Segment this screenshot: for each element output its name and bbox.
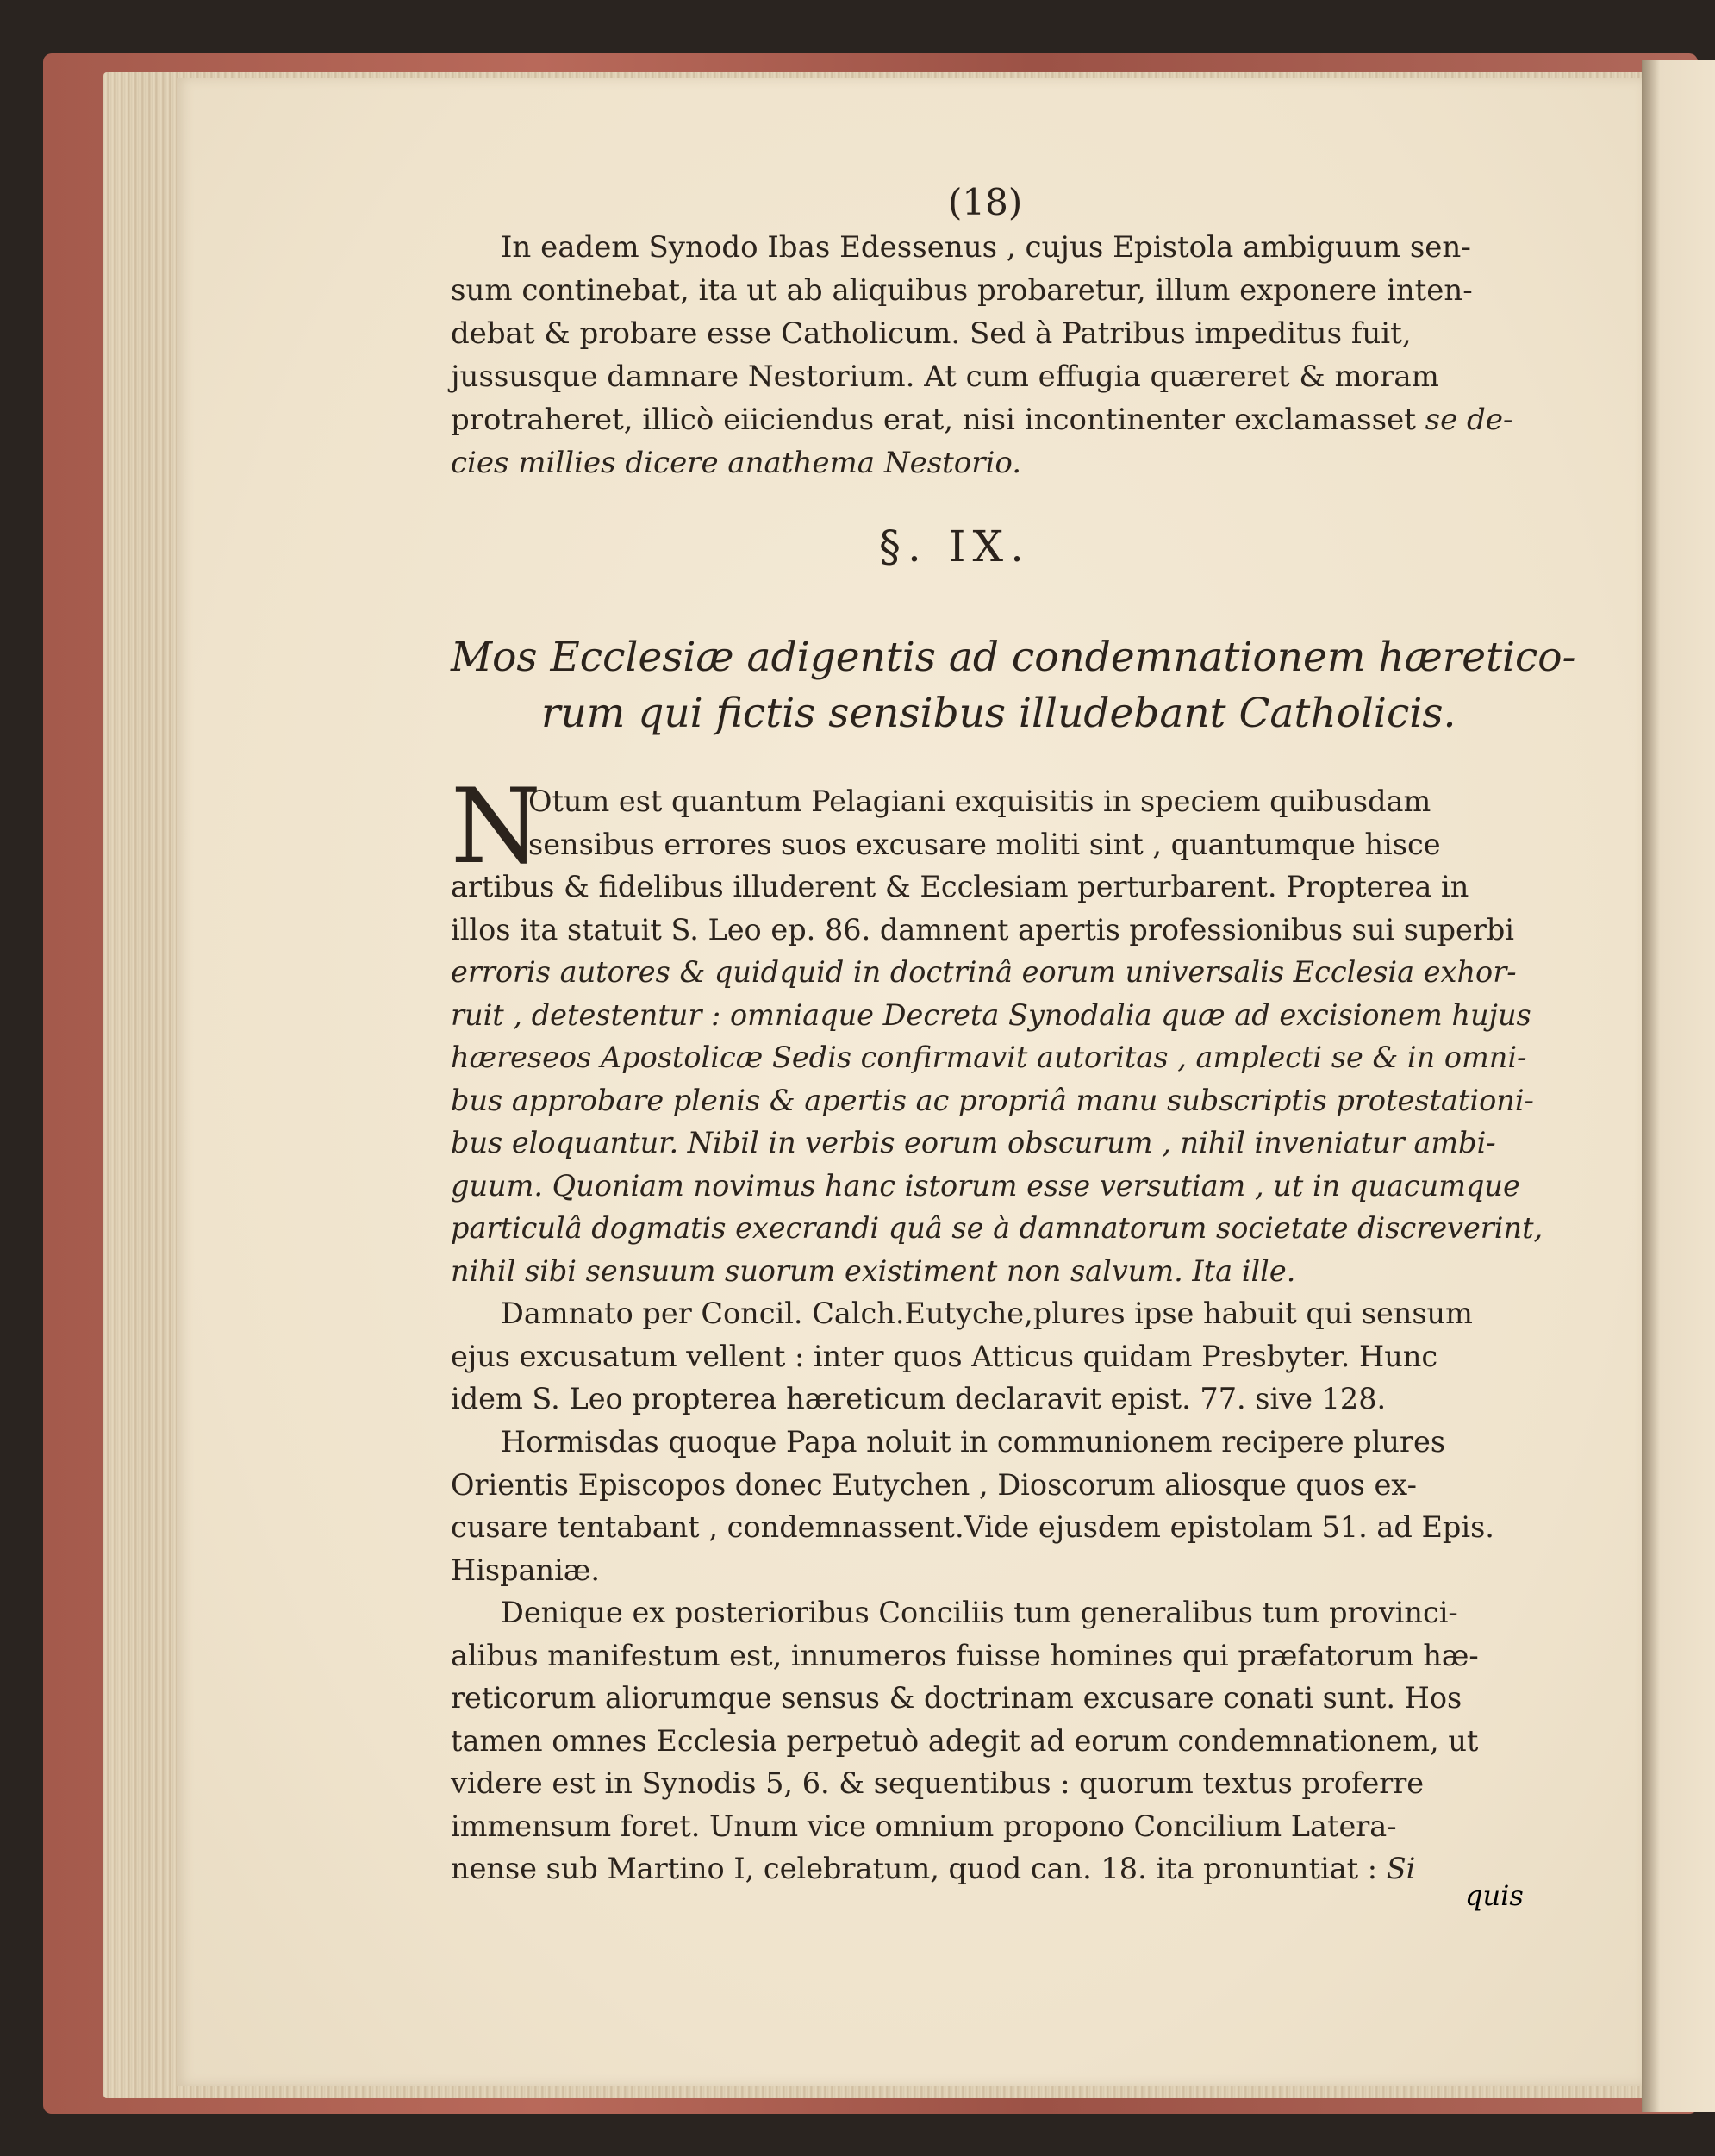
catchword: quis (1465, 1879, 1524, 1912)
text-line: immensum foret. Unum vice omnium propono Concilium Latera- (451, 1809, 1397, 1843)
intro-paragraph (451, 226, 1528, 484)
text-line: artibus & fidelibus illuderent & Ecclesiam perturbarent. Propterea in (451, 870, 1469, 903)
text-line: Damnato per Concil. Calch.Eutyche,plures ipse habuit qui sensum (501, 1297, 1473, 1330)
text-line: cusare tentabant , condemnassent.Vide ejusdem epistolam 51. ad Epis. (451, 1510, 1494, 1544)
text-line: ruit , detestentur : omniaque Decreta Synodalia quæ ad excisionem hujus (451, 997, 1531, 1032)
text-line: Otum est quantum Pelagiani exquisitis in speciem quibusdam (528, 784, 1431, 818)
text-line: Hormisdas quoque Papa noluit in communionem recipere plures (501, 1425, 1446, 1459)
paragraph-4 (451, 1591, 1528, 1890)
text-line: guum. Quoniam novimus hanc istorum esse versutiam , ut in quacumque (451, 1168, 1520, 1203)
text-line: sensibus errores suos excusare moliti sint , quantumque hisce (528, 827, 1441, 861)
text-line: Orientis Episcopos donec Eutychen , Dioscorum aliosque quos ex- (451, 1467, 1417, 1502)
text-line: nihil sibi sensuum suorum existiment non salvum. Ita ille. (451, 1253, 1296, 1288)
drop-cap: N (451, 767, 541, 887)
text-line: particulâ dogmatis execrandi quâ se à damnatorum societate discreverint, (451, 1211, 1544, 1245)
paragraph-2 (451, 1292, 1528, 1421)
section-heading: §. IX. (879, 522, 1032, 572)
text-line: Denique ex posterioribus Conciliis tum generalibus tum provinci- (501, 1596, 1458, 1629)
text-line: hæreseos Apostolicæ Sedis confirmavit autoritas , amplecti se & in omni- (451, 1041, 1527, 1074)
text-line: In eadem Synodo Ibas Edessenus , cujus Epistola ambiguum sen- (501, 230, 1471, 265)
text-line: alibus manifestum est, innumeros fuisse homines qui præfatorum hæ- (451, 1638, 1479, 1672)
subheading-line: Mos Ecclesiæ adigentis ad condemnationem hæretico- (451, 634, 1576, 681)
text-line: protraheret, illicò eiiciendus erat, nisi incontinenter exclamasset (451, 403, 1416, 437)
text-line: bus approbare plenis & apertis ac propriâ manu subscriptis protestationi- (451, 1083, 1534, 1117)
subheading-line: rum qui fictis sensibus illudebant Catholicis. (541, 690, 1456, 737)
text-line: videre est in Synodis 5, 6. & sequentibus : quorum textus proferre (451, 1766, 1425, 1800)
paragraph-3 (451, 1421, 1528, 1591)
text-line: erroris autores & quidquid in doctrinâ eorum universalis Ecclesia exhor- (451, 955, 1517, 989)
text-line: cies millies dicere anathema Nestorio. (451, 446, 1022, 480)
text-line-with-italic (451, 398, 1528, 441)
text-line: illos ita statuit S. Leo ep. 86. damnent apertis professionibus sui superbi (451, 912, 1515, 947)
facing-page-edge (1642, 60, 1715, 2112)
text-line: idem S. Leo propterea hæreticum declaravit epist. 77. sive 128. (451, 1382, 1387, 1415)
text-line: nense sub Martino I, celebratum, quod can. 18. ita pronuntiat : (451, 1852, 1378, 1885)
text-line: debat & probare esse Catholicum. Sed à Patribus impeditus fuit, (451, 316, 1412, 351)
text-line: ejus excusatum vellent : inter quos Atticus quidam Presbyter. Hunc (451, 1339, 1438, 1373)
text-line: bus eloquantur. Nibil in verbis eorum obscurum , nihil inveniatur ambi- (451, 1126, 1496, 1159)
page-number: (18) (948, 181, 1023, 223)
text-line: tamen omnes Ecclesia perpetuò adegit ad eorum condemnationem, ut (451, 1723, 1479, 1758)
text-line-with-italic (451, 1847, 1528, 1890)
italic-fragment: Si (1386, 1852, 1416, 1885)
text-line: reticorum aliorumque sensus & doctrinam excusare conati sunt. Hos (451, 1681, 1462, 1715)
paragraph-1 (451, 767, 1544, 1292)
italic-fragment: se de- (1425, 403, 1513, 437)
text-line: Hispaniæ. (451, 1553, 600, 1587)
text-line: jussusque damnare Nestorium. At cum effugia quæreret & moram (451, 359, 1439, 394)
text-line: sum continebat, ita ut ab aliquibus probaretur, illum exponere inten- (451, 273, 1473, 308)
section-subheading (451, 629, 1576, 741)
